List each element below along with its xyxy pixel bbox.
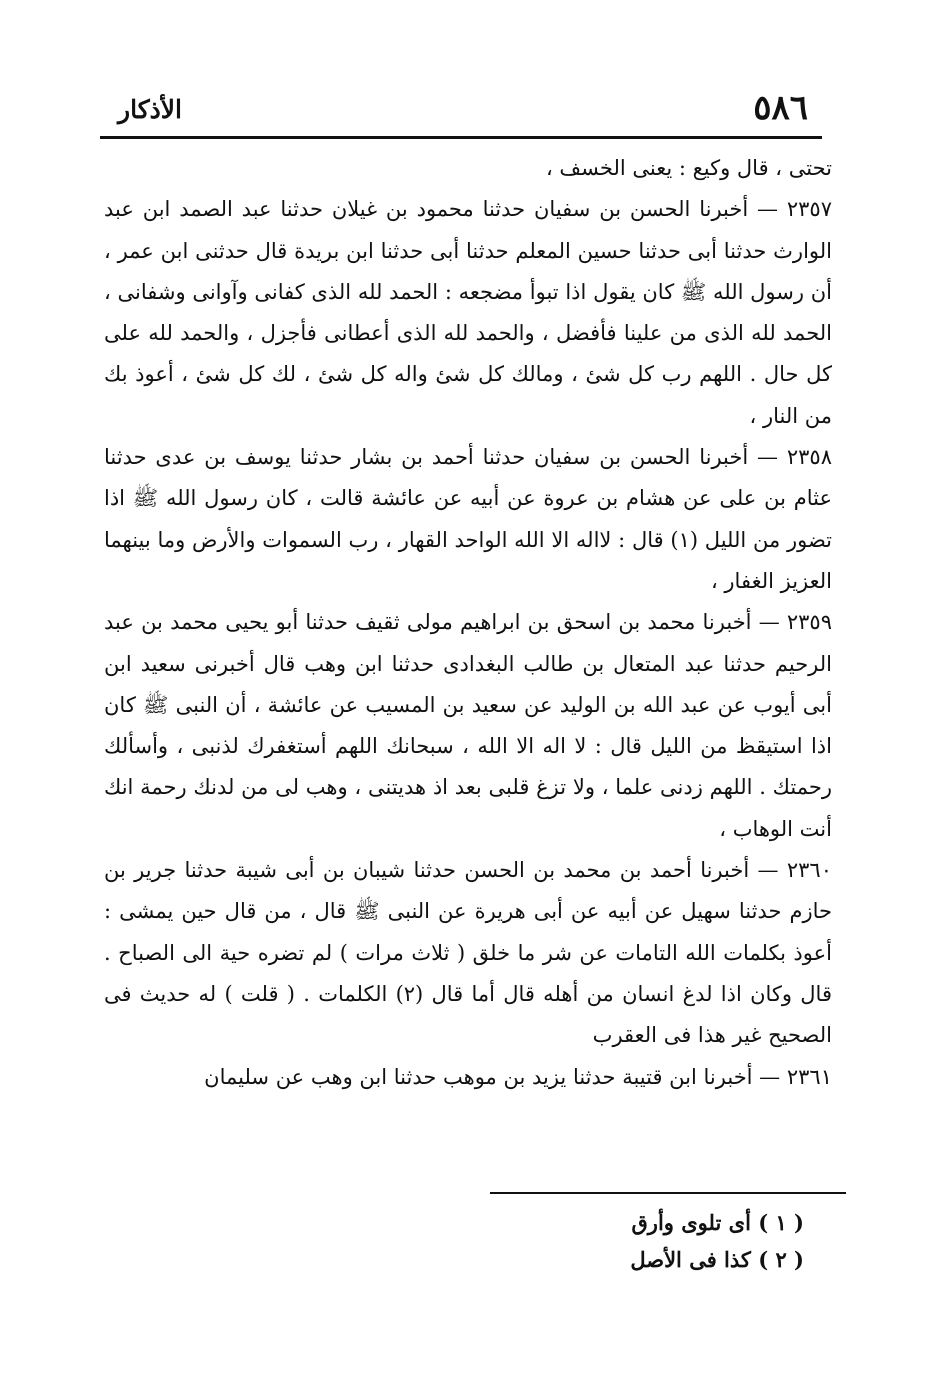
footnote-1: ( ١ ) أى تلوى وأرق xyxy=(631,1210,804,1235)
hadith-2361: ٢٣٦١ — أخبرنا ابن قتيبة حدثنا يزيد بن موهب حدثنا ابن وهب عن سليمان xyxy=(204,1064,832,1089)
hadith-2357: ٢٣٥٧ — أخبرنا الحسن بن سفيان حدثنا محمود بن غيلان حدثنا عبد الصمد ابن عبد الوارث حدثنا أبى حدثنا حسين المعلم حدثنا أبى حدثنا ابن بريدة قال حدثنى ابن عمر ، أن رسول الله ﷺ كان يقول اذا تبوأ مضجعه : الحمد لله الذى كفانى وآوانى وشفانى ، الحمد لله الذى من علينا فأفضل ، والحمد لله الذى أعطانى فأجزل ، والحمد لله على كل حال . اللهم رب كل شئ ، ومالك كل شئ واله كل شئ ، لك كل شئ ، أعوذ بك من النار ، xyxy=(104,197,832,428)
main-text xyxy=(104,148,832,1098)
page-header xyxy=(100,84,822,134)
hadith-2359: ٢٣٥٩ — أخبرنا محمد بن اسحق بن ابراهيم مولى ثقيف حدثنا أبو يحيى محمد بن عبد الرحيم حدثنا عبد المتعال بن طالب البغدادى حدثنا ابن وهب قال أخبرنى سعيد ابن أبى أيوب عن عبد الله بن الوليد عن سعيد بن المسيب عن عائشة ، أن النبى ﷺ كان اذا استيقظ من الليل قال : لا اله الا الله ، سبحانك اللهم أستغفرك لذنبى ، وأسألك رحمتك . اللهم زدنى علما ، ولا تزغ قلبى بعد اذ هديتنى ، وهب لى من لدنك رحمة انك أنت الوهاب ، xyxy=(104,610,832,841)
hadith-2358: ٢٣٥٨ — أخبرنا الحسن بن سفيان حدثنا أحمد بن بشار حدثنا يوسف بن عدى حدثنا عثام بن على عن هشام بن عروة عن أبيه عن عائشة قالت ، كان رسول الله ﷺ اذا تضور من الليل (١) قال : لااله الا الله الواحد القهار ، رب السموات والأرض وما بينهما العزيز الغفار ، xyxy=(104,445,832,593)
hadith-2360: ٢٣٦٠ — أخبرنا أحمد بن محمد بن الحسن حدثنا شيبان بن أبى شيبة حدثنا جرير بن حازم حدثنا سهيل عن أبيه عن أبى هريرة عن النبى ﷺ قال ، من قال حين يمشى : أعوذ بكلمات الله التامات عن شر ما خلق ( ثلاث مرات ) لم تضره حية الى الصباح . قال وكان اذا لدغ انسان من أهله قال أما قال (٢) الكلمات . ( قلت ) له حديث فى الصحيح غير هذا فى العقرب xyxy=(104,858,832,1048)
running-title: الأذكار xyxy=(118,95,182,124)
header-rule xyxy=(100,136,822,139)
page-number: ٥٨٦ xyxy=(753,88,808,128)
footnote-rule xyxy=(490,1192,846,1194)
paragraph-continuation: تحتى ، قال وكيع : يعنى الخسف ، xyxy=(545,156,832,180)
footnotes xyxy=(484,1204,804,1278)
footnote-2: ( ٢ ) كذا فى الأصل xyxy=(630,1247,804,1272)
